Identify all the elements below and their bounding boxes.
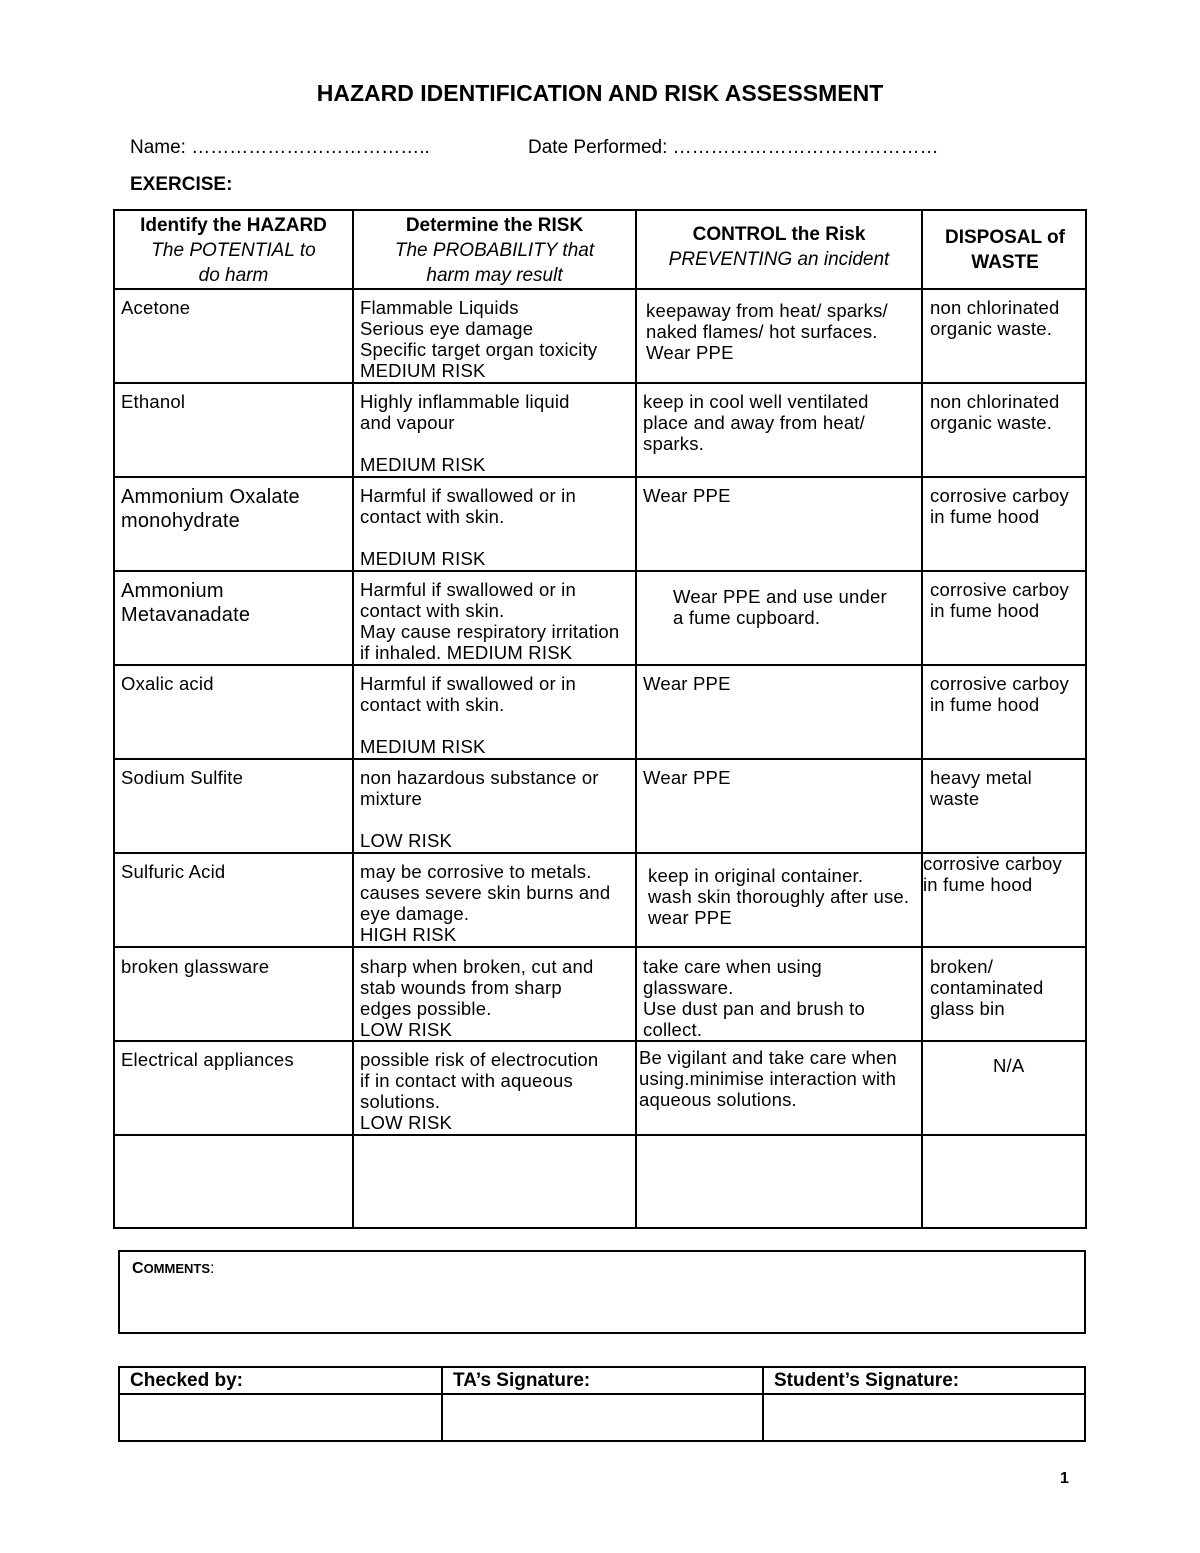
hazard-cell: Ammonium Metavanadate	[121, 580, 251, 626]
disposal-cell: N/A	[993, 1055, 1025, 1076]
risk-cell: sharp when broken, cut and stab wounds from sharp edges possible. LOW RISK	[360, 956, 594, 1040]
risk-cell: may be corrosive to metals. causes severe skin burns and eye damage. HIGH RISK	[360, 861, 611, 945]
hazard-cell: Electrical appliances	[121, 1049, 294, 1070]
hazard-cell: Sodium Sulfite	[121, 767, 244, 788]
name-field: Name: ………………………………..	[130, 137, 430, 158]
row-divider	[115, 1134, 1085, 1136]
control-cell: Wear PPE	[643, 767, 731, 788]
risk-cell: Highly inflammable liquid and vapour MEDIUM RISK	[360, 391, 570, 475]
student-signature-label: Student’s Signature:	[774, 1370, 960, 1391]
column-divider	[635, 211, 637, 1227]
disposal-cell: corrosive carboy in fume hood	[923, 853, 1062, 895]
comments-label: COMMENTS:	[132, 1260, 215, 1277]
header-hazard: Identify the HAZARD The POTENTIAL to do harm	[140, 215, 327, 286]
row-divider	[115, 476, 1085, 478]
risk-cell: Harmful if swallowed or in contact with skin. May cause respiratory irritation if inhaled. MEDIUM RISK	[360, 579, 620, 663]
disposal-cell: corrosive carboy in fume hood	[930, 579, 1069, 621]
signature-table	[118, 1366, 1086, 1442]
disposal-cell: heavy metal waste	[930, 767, 1032, 809]
hazard-cell: Acetone	[121, 297, 191, 318]
control-cell: keepaway from heat/ sparks/ naked flames/ hot surfaces. Wear PPE	[646, 300, 888, 363]
risk-cell: Flammable Liquids Serious eye damage Specific target organ toxicity MEDIUM RISK	[360, 297, 598, 381]
row-divider	[115, 382, 1085, 384]
comments-box[interactable]	[118, 1250, 1086, 1334]
risk-cell: possible risk of electrocution if in contact with aqueous solutions. LOW RISK	[360, 1049, 599, 1133]
disposal-cell: corrosive carboy in fume hood	[930, 485, 1069, 527]
row-divider	[115, 664, 1085, 666]
risk-cell: Harmful if swallowed or in contact with skin. MEDIUM RISK	[360, 485, 576, 569]
control-cell: keep in original container. wash skin thoroughly after use. wear PPE	[648, 865, 910, 928]
page-title: HAZARD IDENTIFICATION AND RISK ASSESSMENT	[316, 80, 884, 106]
control-cell: Be vigilant and take care when using.minimise interaction with aqueous solutions.	[639, 1047, 897, 1110]
row-divider	[115, 946, 1085, 948]
control-cell: take care when using glassware. Use dust pan and brush to collect.	[643, 956, 866, 1040]
header-control: CONTROL the Risk PREVENTING an incident	[668, 224, 890, 270]
header-risk: Determine the RISK The PROBABILITY that harm may result	[394, 215, 595, 286]
disposal-cell: broken/ contaminated glass bin	[930, 956, 1044, 1019]
row-divider	[115, 758, 1085, 760]
date-performed-field: Date Performed: ……………………………………	[528, 137, 939, 158]
risk-cell: non hazardous substance or mixture LOW RISK	[360, 767, 599, 851]
exercise-label: EXERCISE:	[130, 174, 233, 195]
hazard-cell: broken glassware	[121, 956, 270, 977]
column-divider	[921, 211, 923, 1227]
row-divider	[115, 288, 1085, 290]
row-divider	[115, 1040, 1085, 1042]
header-disposal: DISPOSAL of WASTE	[945, 227, 1065, 273]
hazard-risk-table	[113, 209, 1087, 1229]
disposal-cell: corrosive carboy in fume hood	[930, 673, 1069, 715]
column-divider	[762, 1368, 764, 1440]
control-cell: Wear PPE and use under a fume cupboard.	[673, 586, 887, 628]
row-divider	[120, 1393, 1084, 1395]
control-cell: Wear PPE	[643, 485, 731, 506]
risk-cell: Harmful if swallowed or in contact with skin. MEDIUM RISK	[360, 673, 576, 757]
column-divider	[441, 1368, 443, 1440]
hazard-cell: Oxalic acid	[121, 673, 214, 694]
hazard-cell: Sulfuric Acid	[121, 861, 226, 882]
control-cell: keep in cool well ventilated place and away from heat/ sparks.	[643, 391, 869, 454]
column-divider	[352, 211, 354, 1227]
hazard-cell: Ethanol	[121, 391, 186, 412]
control-cell: Wear PPE	[643, 673, 731, 694]
page-number: 1	[1060, 1470, 1069, 1487]
hazard-cell: Ammonium Oxalate monohydrate	[121, 486, 300, 532]
ta-signature-label: TA’s Signature:	[453, 1370, 591, 1391]
row-divider	[115, 570, 1085, 572]
disposal-cell: non chlorinated organic waste.	[930, 297, 1060, 339]
checked-by-label: Checked by:	[130, 1370, 243, 1391]
disposal-cell: non chlorinated organic waste.	[930, 391, 1060, 433]
